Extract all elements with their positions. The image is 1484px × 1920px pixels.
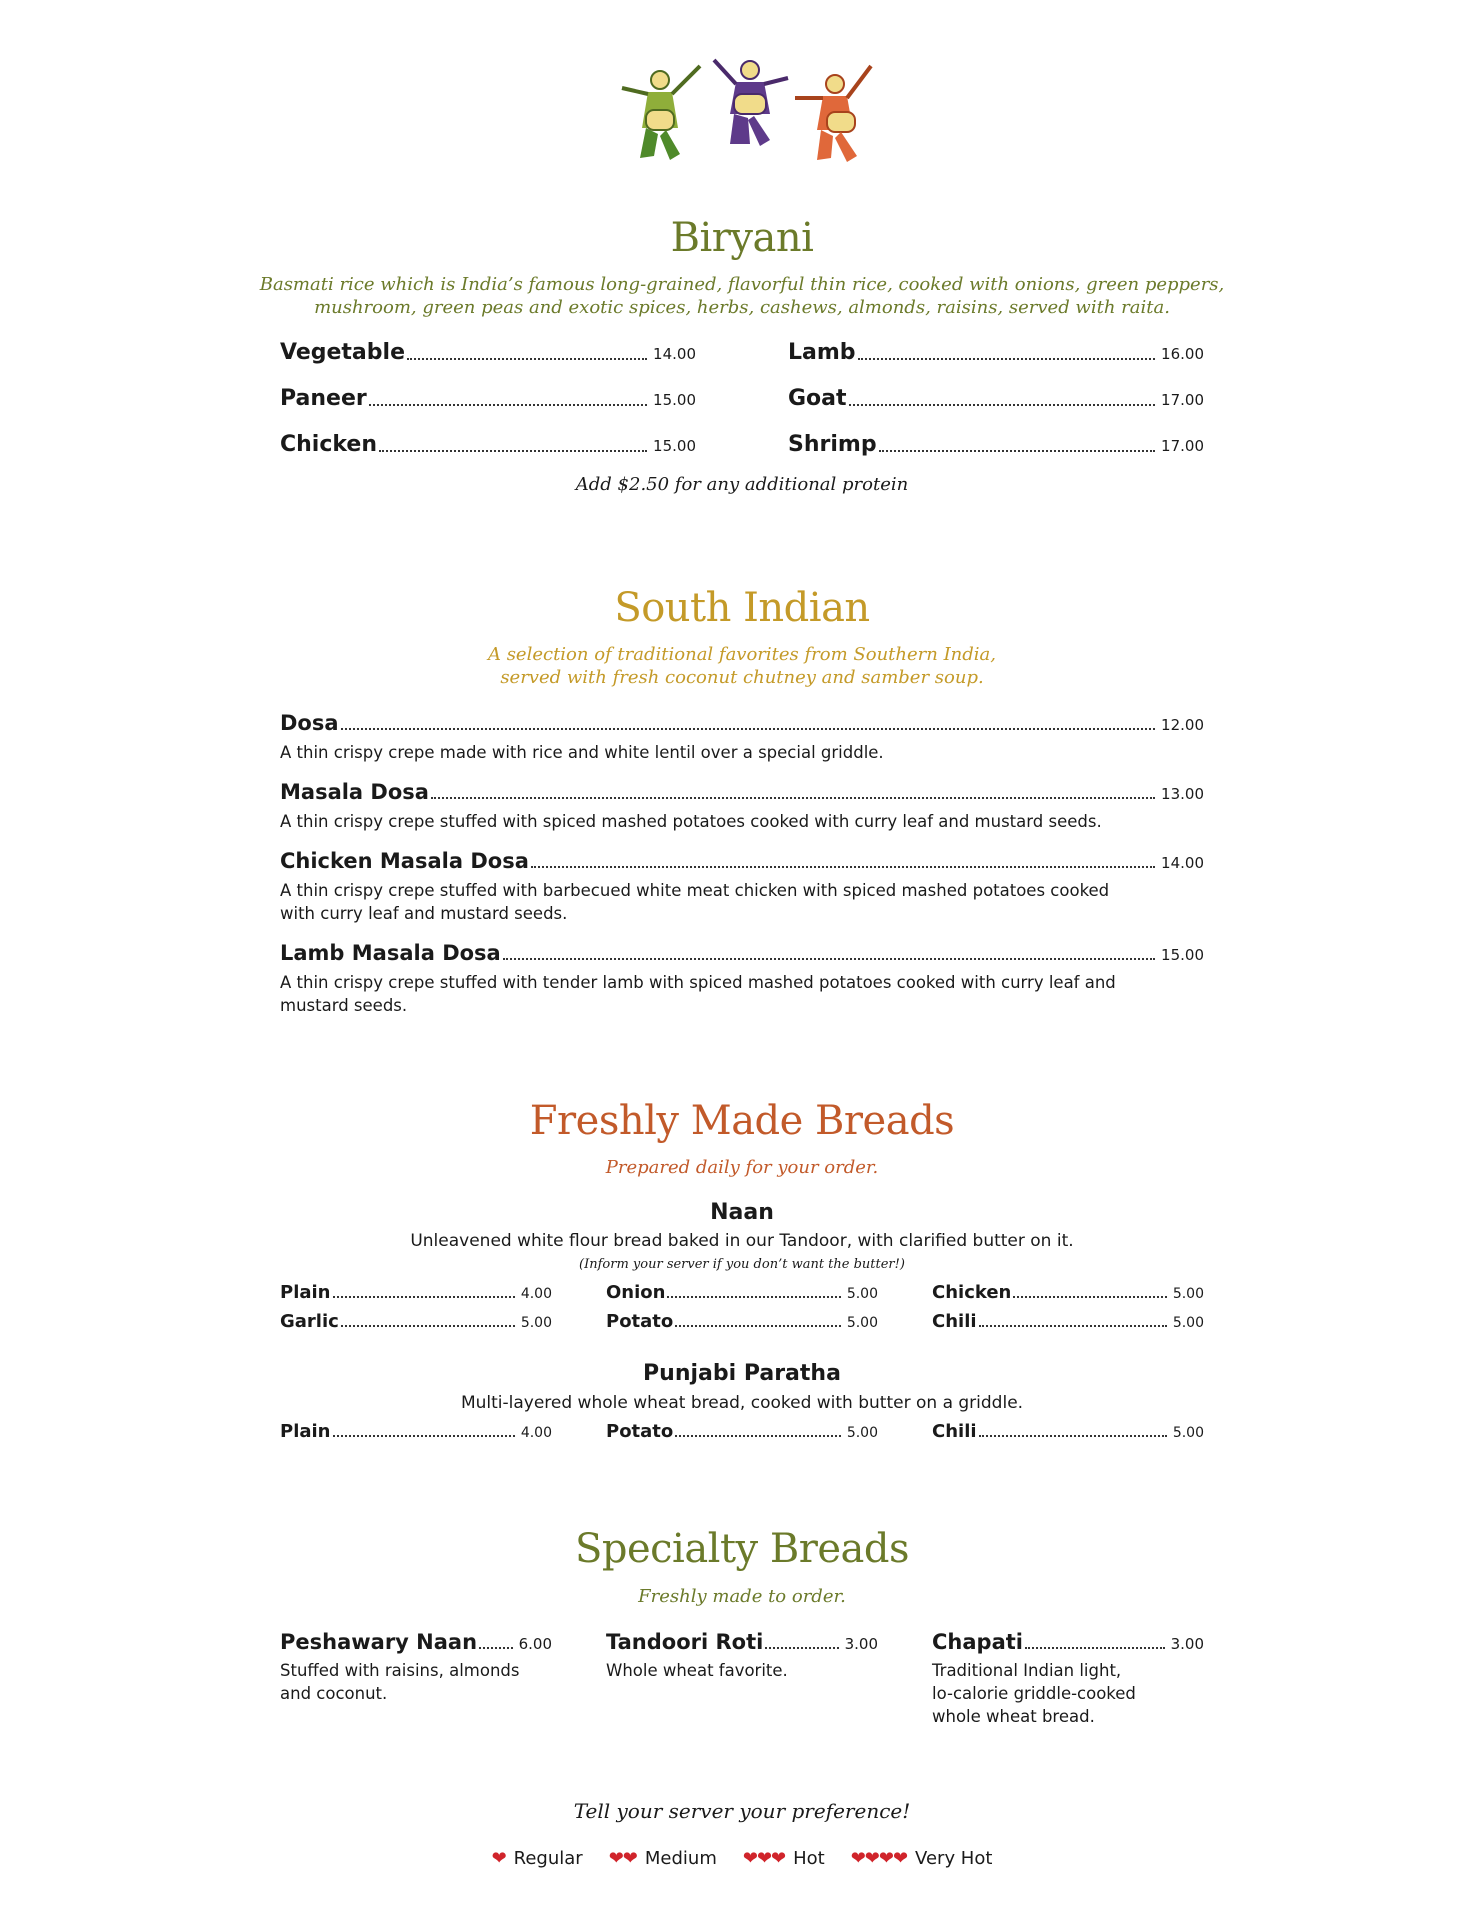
item-price: 15.00 bbox=[1161, 946, 1204, 964]
spice-legend bbox=[0, 1848, 1484, 1869]
item-description: and coconut. bbox=[280, 1684, 388, 1703]
naan-description: Unleavened white flour bread baked in our Tandoor, with clarified butter on it. bbox=[410, 1231, 1074, 1251]
preference-note: Tell your server your preference! bbox=[573, 1799, 911, 1823]
item-description: Traditional Indian light, bbox=[932, 1661, 1122, 1680]
menu-item bbox=[280, 849, 1204, 873]
item-price: 5.00 bbox=[1172, 1315, 1204, 1331]
menu-item bbox=[606, 1311, 878, 1332]
item-price: 5.00 bbox=[846, 1315, 878, 1331]
menu-item bbox=[280, 941, 1204, 965]
spice-label: Regular bbox=[513, 1848, 583, 1869]
specialty-breads-title: Specialty Breads bbox=[574, 1526, 910, 1572]
spice-label: Medium bbox=[644, 1848, 717, 1869]
spice-label: Very Hot bbox=[915, 1848, 993, 1869]
menu-item bbox=[280, 1311, 552, 1332]
item-price: 3.00 bbox=[844, 1635, 878, 1653]
item-description: Stuffed with raisins, almonds bbox=[280, 1661, 520, 1680]
item-name: Lamb bbox=[788, 340, 856, 365]
south-indian-description-line-1: A selection of traditional favorites from Southern India, bbox=[487, 644, 997, 665]
biryani-note: Add $2.50 for any additional protein bbox=[575, 474, 909, 495]
naan-title: Naan bbox=[710, 1200, 774, 1225]
item-name: Vegetable bbox=[280, 340, 405, 365]
item-price: 17.00 bbox=[1161, 391, 1204, 409]
item-price: 5.00 bbox=[846, 1286, 878, 1302]
item-description: A thin crispy crepe stuffed with spiced mashed potatoes cooked with curry leaf and mustard seeds. bbox=[280, 812, 1102, 831]
menu-item bbox=[280, 1630, 552, 1654]
biryani-description-line-1: Basmati rice which is India’s famous long-grained, flavorful thin rice, cooked with onions, green peppers, bbox=[259, 274, 1225, 295]
paratha-description: Multi-layered whole wheat bread, cooked with butter on a griddle. bbox=[460, 1393, 1024, 1413]
item-description: A thin crispy crepe made with rice and white lentil over a special griddle. bbox=[280, 743, 884, 762]
menu-item bbox=[280, 711, 1204, 735]
menu-item bbox=[606, 1630, 878, 1654]
item-name: Paneer bbox=[280, 386, 367, 411]
item-name: Goat bbox=[788, 386, 847, 411]
biryani-description-line-2: mushroom, green peas and exotic spices, herbs, cashews, almonds, raisins, served with raita. bbox=[314, 297, 1170, 318]
menu-item bbox=[788, 432, 1204, 457]
menu-item bbox=[932, 1282, 1204, 1303]
spice-label: Hot bbox=[793, 1848, 825, 1869]
biryani-title: Biryani bbox=[670, 215, 814, 261]
menu-item bbox=[788, 340, 1204, 365]
item-description: mustard seeds. bbox=[280, 996, 408, 1015]
fresh-breads-subtitle: Prepared daily for your order. bbox=[605, 1157, 879, 1178]
fresh-breads-title: Freshly Made Breads bbox=[529, 1098, 955, 1144]
item-name: Dosa bbox=[280, 711, 339, 735]
menu-item bbox=[932, 1630, 1204, 1654]
spice-level-medium bbox=[609, 1848, 717, 1869]
item-name: Garlic bbox=[280, 1311, 339, 1332]
item-name: Chili bbox=[932, 1421, 977, 1442]
naan-note: (Inform your server if you don’t want the butter!) bbox=[579, 1257, 905, 1272]
item-name: Potato bbox=[606, 1421, 674, 1442]
item-price: 3.00 bbox=[1170, 1635, 1204, 1653]
item-price: 6.00 bbox=[518, 1635, 552, 1653]
heart-icon: ❤ bbox=[491, 1848, 506, 1869]
item-name: Chicken bbox=[280, 432, 378, 457]
item-description: with curry leaf and mustard seeds. bbox=[280, 904, 568, 923]
item-name: Chicken bbox=[932, 1282, 1012, 1303]
heart-icon: ❤❤ bbox=[608, 1848, 637, 1869]
item-description: Whole wheat favorite. bbox=[606, 1661, 788, 1680]
menu-item bbox=[280, 1282, 552, 1303]
menu-item bbox=[280, 386, 696, 411]
item-name: Chili bbox=[932, 1311, 977, 1332]
three-dancing-drummers-icon bbox=[585, 48, 905, 208]
item-description: A thin crispy crepe stuffed with tender lamb with spiced mashed potatoes cooked with curry leaf and bbox=[280, 973, 1116, 992]
menu-item bbox=[788, 386, 1204, 411]
item-description: whole wheat bread. bbox=[932, 1707, 1095, 1726]
item-name: Potato bbox=[606, 1311, 674, 1332]
item-description: A thin crispy crepe stuffed with barbecued white meat chicken with spiced mashed potatoes cooked bbox=[280, 881, 1110, 900]
item-price: 5.00 bbox=[1172, 1425, 1204, 1441]
menu-item bbox=[932, 1421, 1204, 1442]
item-price: 5.00 bbox=[1172, 1286, 1204, 1302]
item-name: Tandoori Roti bbox=[606, 1630, 764, 1654]
spice-level-very-hot bbox=[851, 1848, 993, 1869]
specialty-breads-subtitle: Freshly made to order. bbox=[638, 1586, 846, 1607]
item-price: 15.00 bbox=[653, 437, 696, 455]
item-price: 4.00 bbox=[520, 1425, 552, 1441]
item-price: 4.00 bbox=[520, 1286, 552, 1302]
item-name: Onion bbox=[606, 1282, 666, 1303]
menu-item bbox=[606, 1282, 878, 1303]
item-name: Plain bbox=[280, 1282, 331, 1303]
item-name: Shrimp bbox=[788, 432, 877, 457]
menu-item bbox=[280, 1421, 552, 1442]
spice-level-regular bbox=[492, 1848, 583, 1869]
item-price: 5.00 bbox=[846, 1425, 878, 1441]
item-name: Chapati bbox=[932, 1630, 1023, 1654]
item-price: 12.00 bbox=[1161, 716, 1204, 734]
south-indian-description-line-2: served with fresh coconut chutney and samber soup. bbox=[500, 667, 984, 688]
spice-level-hot bbox=[743, 1848, 825, 1869]
item-name: Masala Dosa bbox=[280, 780, 429, 804]
item-price: 14.00 bbox=[653, 345, 696, 363]
item-price: 14.00 bbox=[1161, 854, 1204, 872]
menu-item bbox=[932, 1311, 1204, 1332]
item-price: 17.00 bbox=[1161, 437, 1204, 455]
item-name: Plain bbox=[280, 1421, 331, 1442]
menu-item bbox=[280, 780, 1204, 804]
paratha-title: Punjabi Paratha bbox=[643, 1361, 841, 1386]
item-description: lo-calorie griddle-cooked bbox=[932, 1684, 1136, 1703]
item-price: 13.00 bbox=[1161, 785, 1204, 803]
item-name: Lamb Masala Dosa bbox=[280, 941, 501, 965]
menu-item bbox=[280, 340, 696, 365]
heart-icon: ❤❤❤❤ bbox=[850, 1848, 908, 1869]
menu-item bbox=[606, 1421, 878, 1442]
item-price: 5.00 bbox=[520, 1315, 552, 1331]
item-name: Peshawary Naan bbox=[280, 1630, 478, 1654]
heart-icon: ❤❤❤ bbox=[742, 1848, 786, 1869]
menu-item bbox=[280, 432, 696, 457]
item-price: 16.00 bbox=[1161, 345, 1204, 363]
item-name: Chicken Masala Dosa bbox=[280, 849, 529, 873]
south-indian-title: South Indian bbox=[614, 585, 870, 631]
item-price: 15.00 bbox=[653, 391, 696, 409]
